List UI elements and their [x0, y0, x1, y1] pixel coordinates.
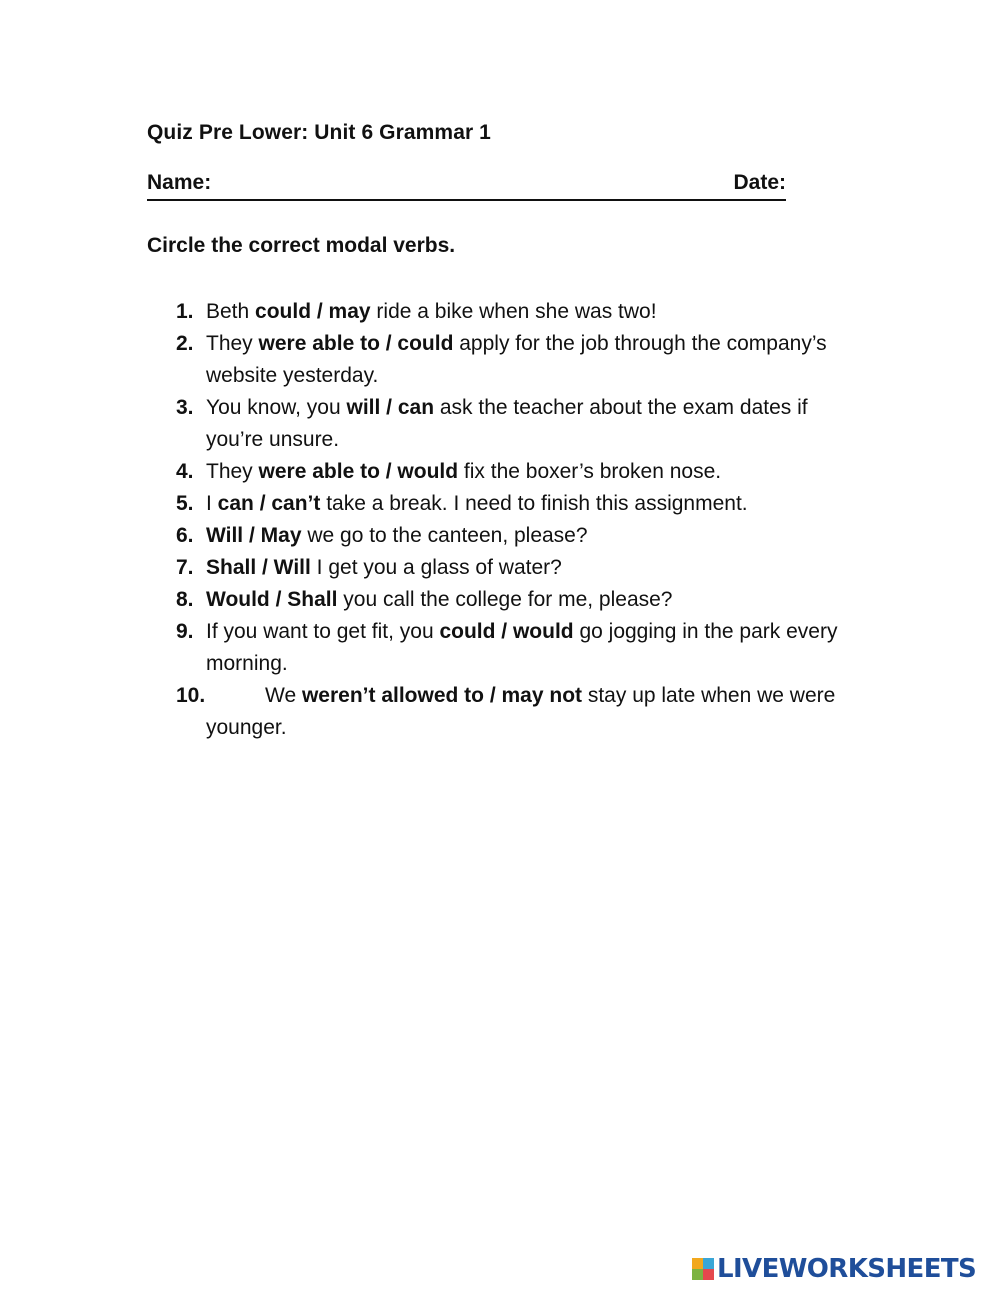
- question-number: 1.: [176, 300, 194, 323]
- question-text: apply for the job through the company’s website yesterday.: [206, 332, 827, 387]
- question-number: 4.: [176, 460, 194, 483]
- logo-text: LIVEWORKSHEETS: [717, 1254, 977, 1284]
- answer-options[interactable]: could / may: [255, 300, 371, 323]
- question-text: go jogging in the park every morning.: [206, 620, 838, 675]
- question-number: 10.: [176, 684, 206, 707]
- answer-options[interactable]: Would / Shall: [206, 588, 338, 611]
- answer-options[interactable]: were able to / would: [258, 460, 459, 483]
- question-text: Beth: [206, 300, 256, 323]
- question-text: take a break. I need to finish this assignment.: [320, 492, 748, 515]
- question-number: 5.: [176, 492, 194, 515]
- liveworksheets-logo: [692, 1256, 976, 1282]
- question-text: I get you a glass of water?: [310, 556, 562, 579]
- answer-options[interactable]: weren’t allowed to / may not: [301, 684, 583, 707]
- question-text: If you want to get fit, you: [206, 620, 440, 643]
- answer-options[interactable]: could / would: [439, 620, 574, 643]
- name-date-line: [147, 171, 786, 201]
- question-number: 7.: [176, 556, 194, 579]
- answer-options[interactable]: Shall / Will: [206, 556, 311, 579]
- question-item: [147, 680, 847, 744]
- answer-options[interactable]: were able to / could: [258, 332, 454, 355]
- question-number: 8.: [176, 588, 194, 611]
- question-text: fix the boxer’s broken nose.: [458, 460, 722, 483]
- question-item: [147, 488, 847, 520]
- answer-options[interactable]: Will / May: [206, 524, 302, 547]
- question-text: ride a bike when she was two!: [370, 300, 657, 323]
- question-text: We: [265, 684, 302, 707]
- answer-options[interactable]: will / can: [346, 396, 435, 419]
- liveworksheets-logo-icon: [692, 1258, 714, 1280]
- date-label: Date:: [733, 171, 786, 194]
- name-label: Name:: [147, 171, 212, 194]
- question-text: You know, you: [206, 396, 347, 419]
- question-item: [147, 456, 847, 488]
- question-text: you call the college for me, please?: [337, 588, 673, 611]
- question-number: 6.: [176, 524, 194, 547]
- question-item: [147, 616, 847, 680]
- instruction: Circle the correct modal verbs.: [147, 234, 456, 257]
- question-item: [147, 552, 847, 584]
- question-number: 2.: [176, 332, 194, 355]
- question-text: we go to the canteen, please?: [301, 524, 588, 547]
- question-number: 3.: [176, 396, 194, 419]
- question-item: [147, 296, 847, 328]
- question-item: [147, 328, 847, 392]
- question-number: 9.: [176, 620, 194, 643]
- answer-options[interactable]: can / can’t: [217, 492, 321, 515]
- question-text: They: [206, 460, 259, 483]
- question-item: [147, 584, 847, 616]
- question-text: I: [206, 492, 218, 515]
- question-text: stay up late when we were younger.: [206, 684, 836, 739]
- question-item: [147, 392, 847, 456]
- question-list: [147, 296, 847, 744]
- question-text: ask the teacher about the exam dates if you’re unsure.: [206, 396, 808, 451]
- quiz-title: Quiz Pre Lower: Unit 6 Grammar 1: [147, 121, 491, 144]
- question-item: [147, 520, 847, 552]
- question-text: They: [206, 332, 259, 355]
